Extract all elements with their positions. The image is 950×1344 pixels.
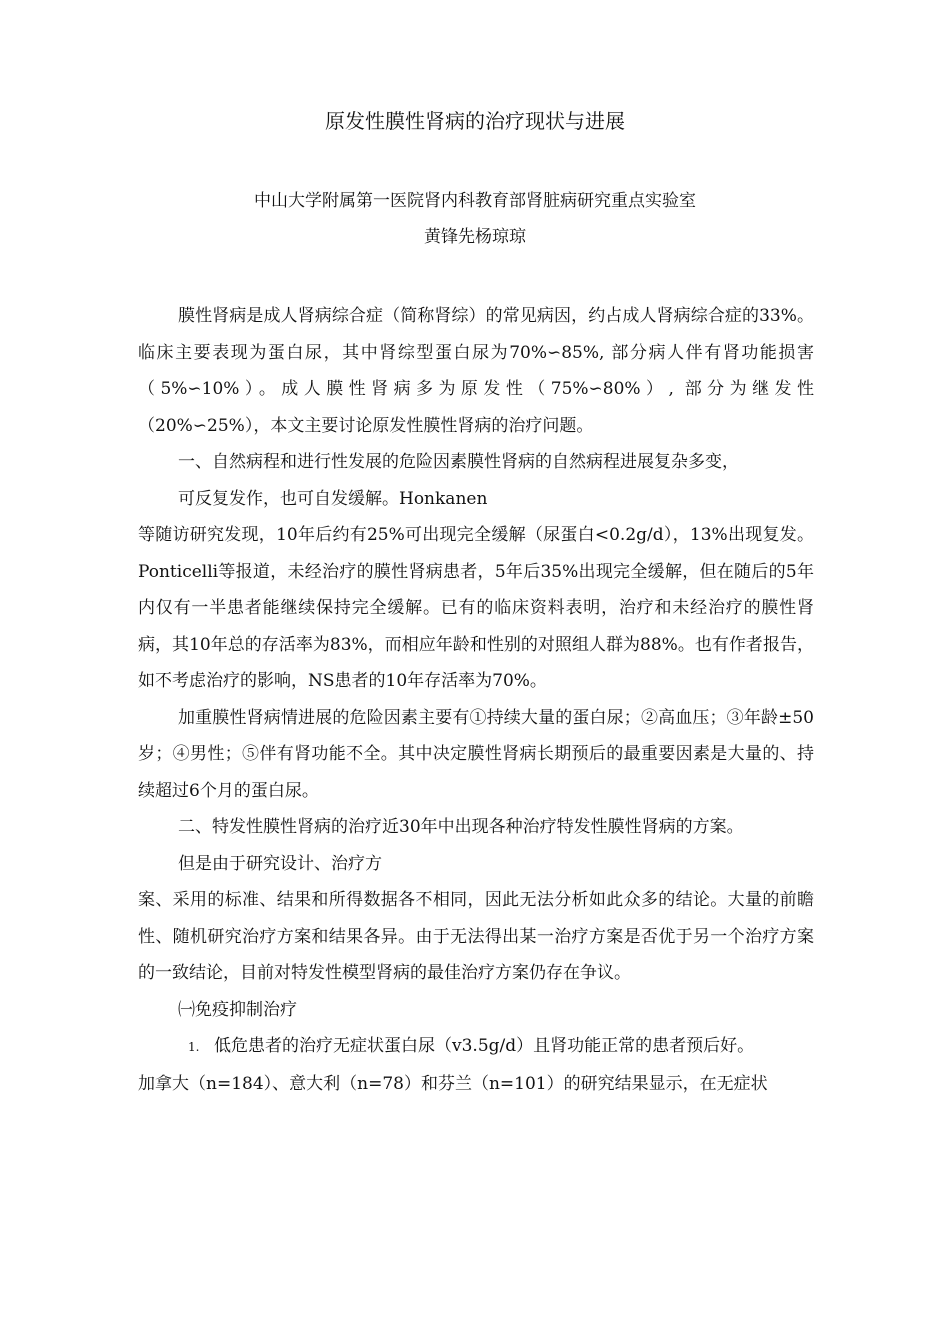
document-body bbox=[138, 298, 814, 1102]
list-item-low-risk bbox=[138, 1028, 814, 1066]
document-title: 原发性膜性肾病的治疗现状与进展 bbox=[325, 109, 625, 133]
section-heading-treatment: 二、特发性膜性肾病的治疗近30年中出现各种治疗特发性膜性肾病的方案。 bbox=[178, 817, 744, 837]
section-heading-natural-course: 一、自然病程和进行性发展的危险因素膜性肾病的自然病程进展复杂多变， bbox=[178, 452, 739, 472]
list-number: 1. bbox=[188, 1040, 200, 1054]
list-item-text: 低危患者的治疗无症状蛋白尿（v3.5g/d）且肾功能正常的患者预后好。 bbox=[214, 1036, 755, 1056]
author-names: 黄锋先杨琼琼 bbox=[424, 227, 526, 247]
paragraph-intro: 膜性肾病是成人肾病综合症（简称肾综）的常见病因，约占成人肾病综合症的33%。临床主要表现为蛋白尿，其中肾综型蛋白尿为70%∽85%, 部分病人伴有肾功能损害（5%∽10%）。成人膜性肾病多为原发性（75%∽80%）, 部分为继发性（20%∽25%），本文主要讨论原发性膜性肾病的治疗问题。 bbox=[138, 306, 814, 436]
paragraph-natural-course-line: 可反复发作，也可自发缓解。Honkanen bbox=[178, 488, 488, 509]
paragraph-treatment: 案、采用的标准、结果和所得数据各不相同，因此无法分析如此众多的结论。大量的前瞻性、随机研究治疗方案和结果各异。由于无法得出某一治疗方案是否优于另一个治疗方案的一致结论，目前对特发性模型肾病的最佳治疗方案仍存在争议。 bbox=[138, 890, 814, 983]
paragraph-risk-factors: 加重膜性肾病情进展的危险因素主要有①持续大量的蛋白尿；②高血压；③年龄±50岁；④男性；⑤伴有肾功能不全。其中决定膜性肾病长期预后的最重要因素是大量的、持续超过6个月的蛋白尿。 bbox=[138, 707, 814, 801]
paragraph-low-risk-continued: 加拿大（n=184）、意大利（n=78）和芬兰（n=101）的研究结果显示，在无症状 bbox=[138, 1073, 768, 1094]
paragraph-natural-course: 等随访研究发现，10年后约有25%可出现完全缓解（尿蛋白<0.2g/d），13%出现复发。Ponticelli等报道，未经治疗的膜性肾病患者，5年后35%出现完全缓解，但在随后的5年内仅有一半患者能继续保持完全缓解。已有的临床资料表明，治疗和未经治疗的膜性肾病，其10年总的存活率为83%，而相应年龄和性别的对照组人群为88%。也有作者报告，如不考虑治疗的影响，NS患者的10年存活率为70%。 bbox=[138, 525, 814, 691]
subsection-heading-immunosuppression: ㈠免疫抑制治疗 bbox=[178, 999, 297, 1020]
paragraph-treatment-line: 但是由于研究设计、治疗方 bbox=[178, 853, 382, 874]
author-affiliation: 中山大学附属第一医院肾内科教育部肾脏病研究重点实验室 bbox=[254, 191, 696, 211]
